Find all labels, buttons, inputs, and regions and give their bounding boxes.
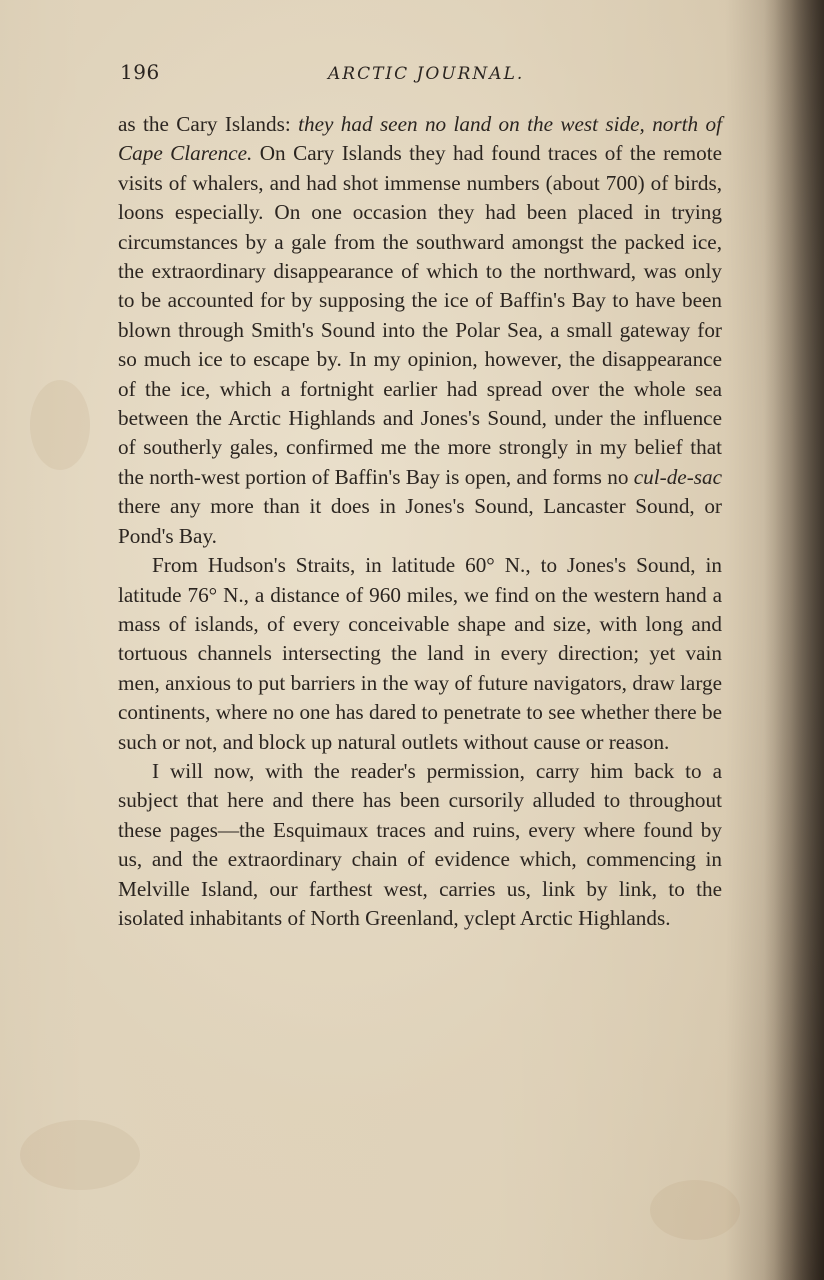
italic-text-segment: they had seen no land on the west side, north of Cape Clarence.: [118, 112, 722, 166]
paper-stain: [30, 380, 90, 470]
paper-stain: [650, 1180, 740, 1240]
page-header: [120, 60, 720, 90]
page-gutter-shadow: [764, 0, 824, 1280]
text-segment: From Hudson's Straits, in latitude 60° N., to Jones's Sound, in latitude 76° N., a distance of 960 miles, we find on the western hand a mass of islands, of every conceivable shape and size, with long and tortuous channels intersecting the land in every direction; yet vain men, anxious to put barriers in the way of future navigators, draw large continents, where no one has dared to penetrate to see whether there be such or not, and block up natural outlets without cause or reason.: [118, 553, 722, 754]
italic-text-segment: cul-de-sac: [633, 464, 722, 489]
running-head: ARCTIC JOURNAL.: [328, 64, 525, 84]
paper-stain: [20, 1120, 140, 1190]
text-segment: there any more than it does in Jones's Sound, Lancaster Sound, or Pond's Bay.: [118, 494, 722, 548]
paragraph-1: [118, 110, 722, 551]
text-segment: I will now, with the reader's permission, carry him back to a subject that here and there has been cursorily alluded to throughout these pages—the Esquimaux traces and ruins, every where found by us, and the extraordinary chain of evidence which, commencing in Melville Island, our farthest west, carries us, link by link, to the isolated inhabitants of North Greenland, yclept Arctic Highlands.: [118, 758, 722, 930]
paragraph-3: [118, 757, 722, 933]
body-text: [118, 110, 722, 933]
text-segment: On Cary Islands they had found traces of the remote visits of whalers, and had shot immense numbers (about 700) of birds, loons especially. On one occasion they had been placed in trying circumstances by a gale from the southward amongst the packed ice, the extraordinary disappearance of which to the northward, was only to be accounted for by supposing the ice of Baffin's Bay to have been blown through Smith's Sound into the Polar Sea, a small gateway for so much ice to escape by. In my opinion, however, the disappearance of the ice, which a fortnight earlier had spread over the whole sea between the Arctic Highlands and Jones's Sound, under the influence of southerly gales, confirmed me the more strongly in my belief that the north-west portion of Baffin's Bay is open, and forms no: [118, 141, 722, 489]
paragraph-2: [118, 551, 722, 757]
text-segment: as the Cary Islands:: [118, 112, 299, 136]
page-number: 196: [120, 60, 160, 84]
